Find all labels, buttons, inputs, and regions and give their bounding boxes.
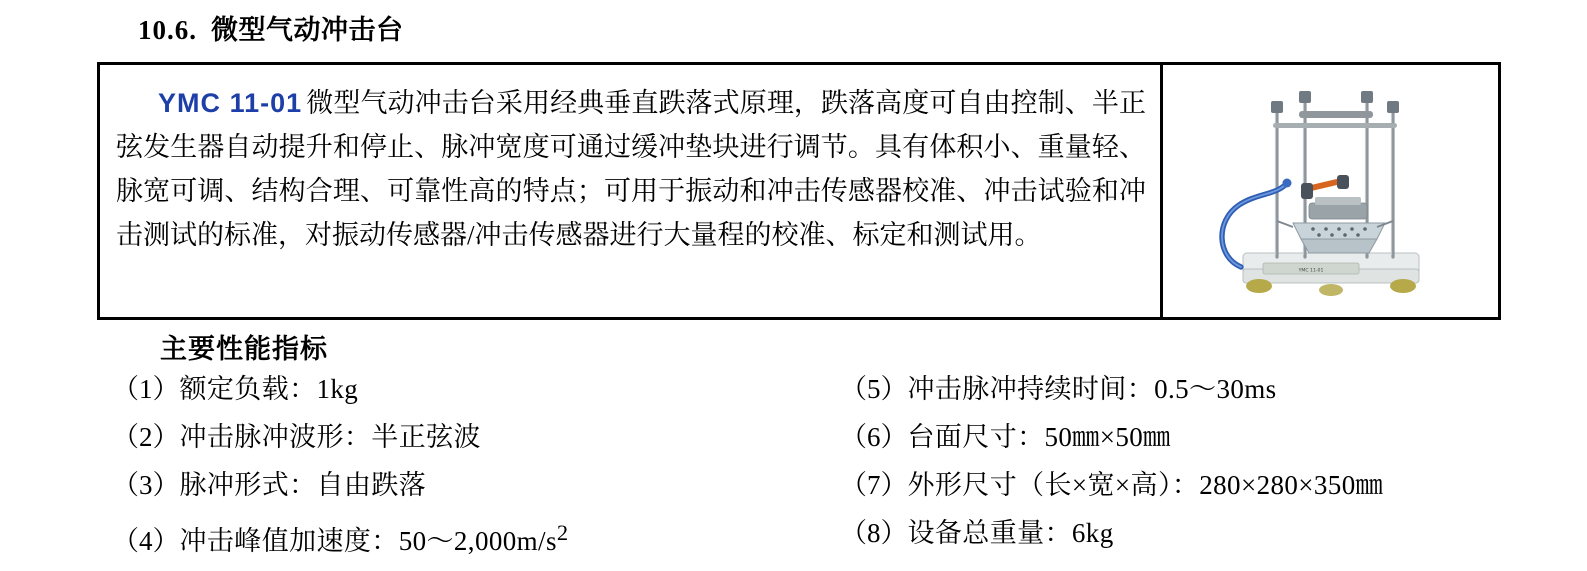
spec-index: （5） bbox=[840, 374, 908, 404]
spec-text: 冲击脉冲波形：半正弦波 bbox=[179, 422, 481, 452]
spec-item bbox=[840, 413, 1560, 461]
section-title: 微型气动冲击台 bbox=[211, 15, 404, 45]
spec-exponent: 2 bbox=[556, 520, 569, 545]
spec-index: （7） bbox=[840, 470, 908, 500]
spec-index: （4） bbox=[112, 526, 180, 556]
spec-item bbox=[112, 365, 812, 413]
spec-index: （3） bbox=[112, 470, 180, 500]
spec-item bbox=[840, 461, 1560, 509]
intro-body-text: 微型气动冲击台采用经典垂直跌落式原理，跌落高度可自由控制、半正弦发生器自动提升和停止、脉冲宽度可通过缓冲垫块进行调节。具有体积小、重量轻、脉宽可调、结构合理、可靠性高的特点；可用于振动和冲击传感器校准、冲击试验和冲击测试的标准，对振动传感器/冲击传感器进行大量程的校准、标定和测试用。 bbox=[116, 88, 1147, 250]
specs-column-right bbox=[840, 365, 1560, 557]
product-model: YMC 11-01 bbox=[158, 88, 303, 118]
spec-index: （1） bbox=[112, 374, 180, 404]
spec-text: 台面尺寸：50㎜×50㎜ bbox=[907, 422, 1171, 452]
svg-text:YMC 11-01: YMC 11-01 bbox=[1298, 268, 1323, 274]
specs-column-left bbox=[112, 365, 812, 565]
spec-item bbox=[112, 509, 812, 565]
intro-text-cell bbox=[100, 65, 1163, 317]
intro-paragraph bbox=[116, 81, 1146, 257]
spec-text: 额定负载：1kg bbox=[179, 374, 359, 404]
product-image-cell bbox=[1163, 65, 1498, 317]
spec-text: 脉冲形式：自由跌落 bbox=[179, 470, 427, 500]
spec-item bbox=[112, 413, 812, 461]
spec-text: 冲击脉冲持续时间：0.5～30ms bbox=[907, 374, 1277, 404]
spec-text: 外形尺寸（长×宽×高）：280×280×350㎜ bbox=[907, 470, 1384, 500]
spec-item bbox=[840, 365, 1560, 413]
spec-item bbox=[112, 461, 812, 509]
page-title bbox=[138, 8, 404, 47]
intro-box bbox=[97, 62, 1501, 320]
section-number: 10.6. bbox=[138, 15, 197, 45]
spec-index: （8） bbox=[840, 518, 908, 548]
spec-text: 冲击峰值加速度：50～2,000m/s bbox=[179, 526, 557, 556]
spec-index: （2） bbox=[112, 422, 180, 452]
product-photo bbox=[1181, 71, 1481, 311]
specs-title: 主要性能指标 bbox=[160, 334, 328, 364]
spec-item bbox=[840, 509, 1560, 557]
spec-index: （6） bbox=[840, 422, 908, 452]
spec-text: 设备总重量：6kg bbox=[907, 518, 1114, 548]
